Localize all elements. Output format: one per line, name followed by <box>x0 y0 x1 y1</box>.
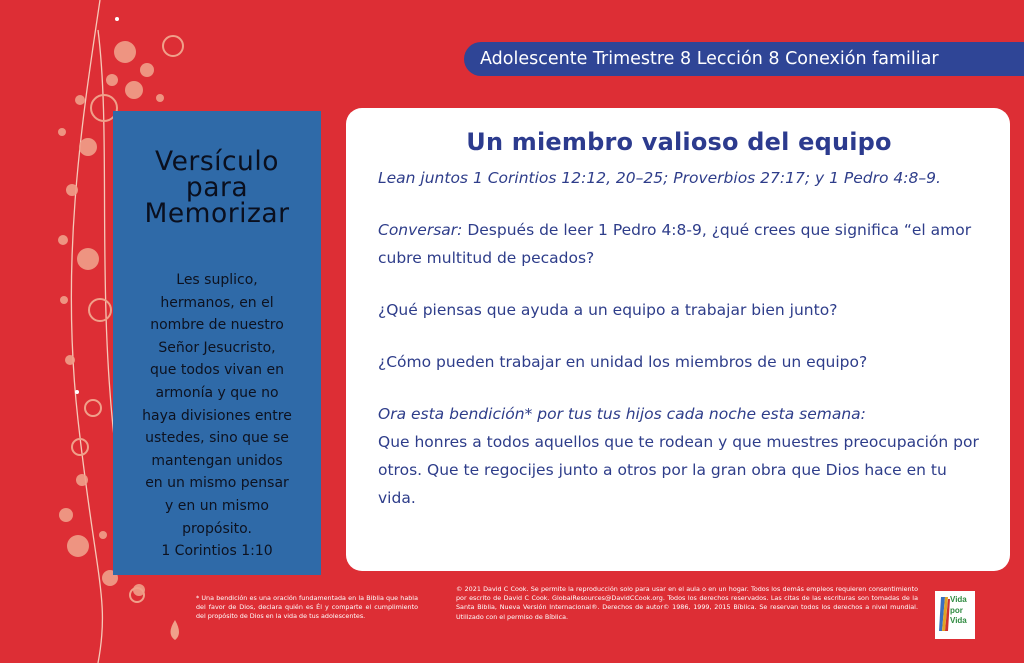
memory-verse-box <box>113 111 321 575</box>
card-title: Un miembro valioso del equipo <box>466 128 892 156</box>
reading-instruction: Lean juntos 1 Corintios 12:12, 20–25; Proverbios 27:17; y 1 Pedro 4:8–9. <box>378 169 941 187</box>
lesson-header <box>464 42 1024 76</box>
verse-line: ustedes, sino que se <box>145 430 289 447</box>
logo-line: Vida <box>950 616 967 625</box>
memory-title-line: Versículo <box>155 146 279 177</box>
memory-title-line: Memorizar <box>144 198 290 229</box>
memory-verse-title <box>113 146 321 229</box>
blessing-footnote: * Una bendición es una oración fundamentada en la Biblia que habla del favor de Dios, declara quién es Él y comparte el cumplimiento del propósito de Dios en la vida de tus adolescentes. <box>196 594 418 620</box>
verse-line: propósito. <box>182 520 252 537</box>
verse-reference: 1 Corintios 1:10 <box>161 543 273 560</box>
memory-verse-text <box>113 269 321 563</box>
verse-line: mantengan unidos <box>151 452 283 469</box>
blessing-text: Que honres a todos aquellos que te rodean y que muestres preocupación por otros. Que te regocijes junto a otros por la gran obra que Dios hace en tu vida. <box>378 433 979 507</box>
converse-text: Después de leer 1 Pedro 4:8-9, ¿qué crees que significa “el amor cubre multitud de pecados? <box>378 221 972 267</box>
converse-label: Conversar: <box>378 221 463 239</box>
verse-line: nombre de nuestro <box>150 317 284 334</box>
verse-line: Señor Jesucristo, <box>158 339 276 356</box>
question-2: ¿Cómo pueden trabajar en unidad los miembros de un equipo? <box>378 353 868 371</box>
converse-paragraph <box>378 216 980 272</box>
copyright-notice: © 2021 David C Cook. Se permite la reproducción solo para usar en el aula o en un hogar. Todos los demás empleos requieren consentimiento por escrito de David C Cook. GlobalResources@DavidCCook.org. Todos los derechos reservados. Las citas de las escrituras son tomadas de la Santa Biblia, Nueva Versión Internacional®. Derechos de autor© 1986, 1999, 2015 Bíblica. Se reservan todos los derechos a nivel mundial. Utilizado con el permiso de Bíblica. <box>456 585 918 621</box>
verse-line: en un mismo pensar <box>145 475 289 492</box>
logo-stripes-icon <box>939 597 950 631</box>
question-1: ¿Qué piensas que ayuda a un equipo a trabajar bien junto? <box>378 301 838 319</box>
verse-line: Les suplico, <box>176 272 258 288</box>
verse-line: haya divisiones entre <box>142 407 292 424</box>
verse-line: hermanos, en el <box>160 294 274 311</box>
activity-card <box>346 108 1010 571</box>
vida-por-vida-logo <box>935 591 975 639</box>
blessing-intro: Ora esta bendición* por tus tus hijos cada noche esta semana: <box>378 405 866 423</box>
verse-line: armonía y que no <box>155 384 279 401</box>
logo-line: Vida <box>950 595 967 604</box>
logo-wordmark <box>950 595 967 627</box>
logo-line: por <box>950 605 963 615</box>
verse-line: y en un mismo <box>165 497 269 514</box>
memory-title-line: para <box>185 172 249 203</box>
lesson-header-title: Adolescente Trimestre 8 Lección 8 Conexión familiar <box>480 49 939 69</box>
verse-line: que todos vivan en <box>150 362 284 379</box>
